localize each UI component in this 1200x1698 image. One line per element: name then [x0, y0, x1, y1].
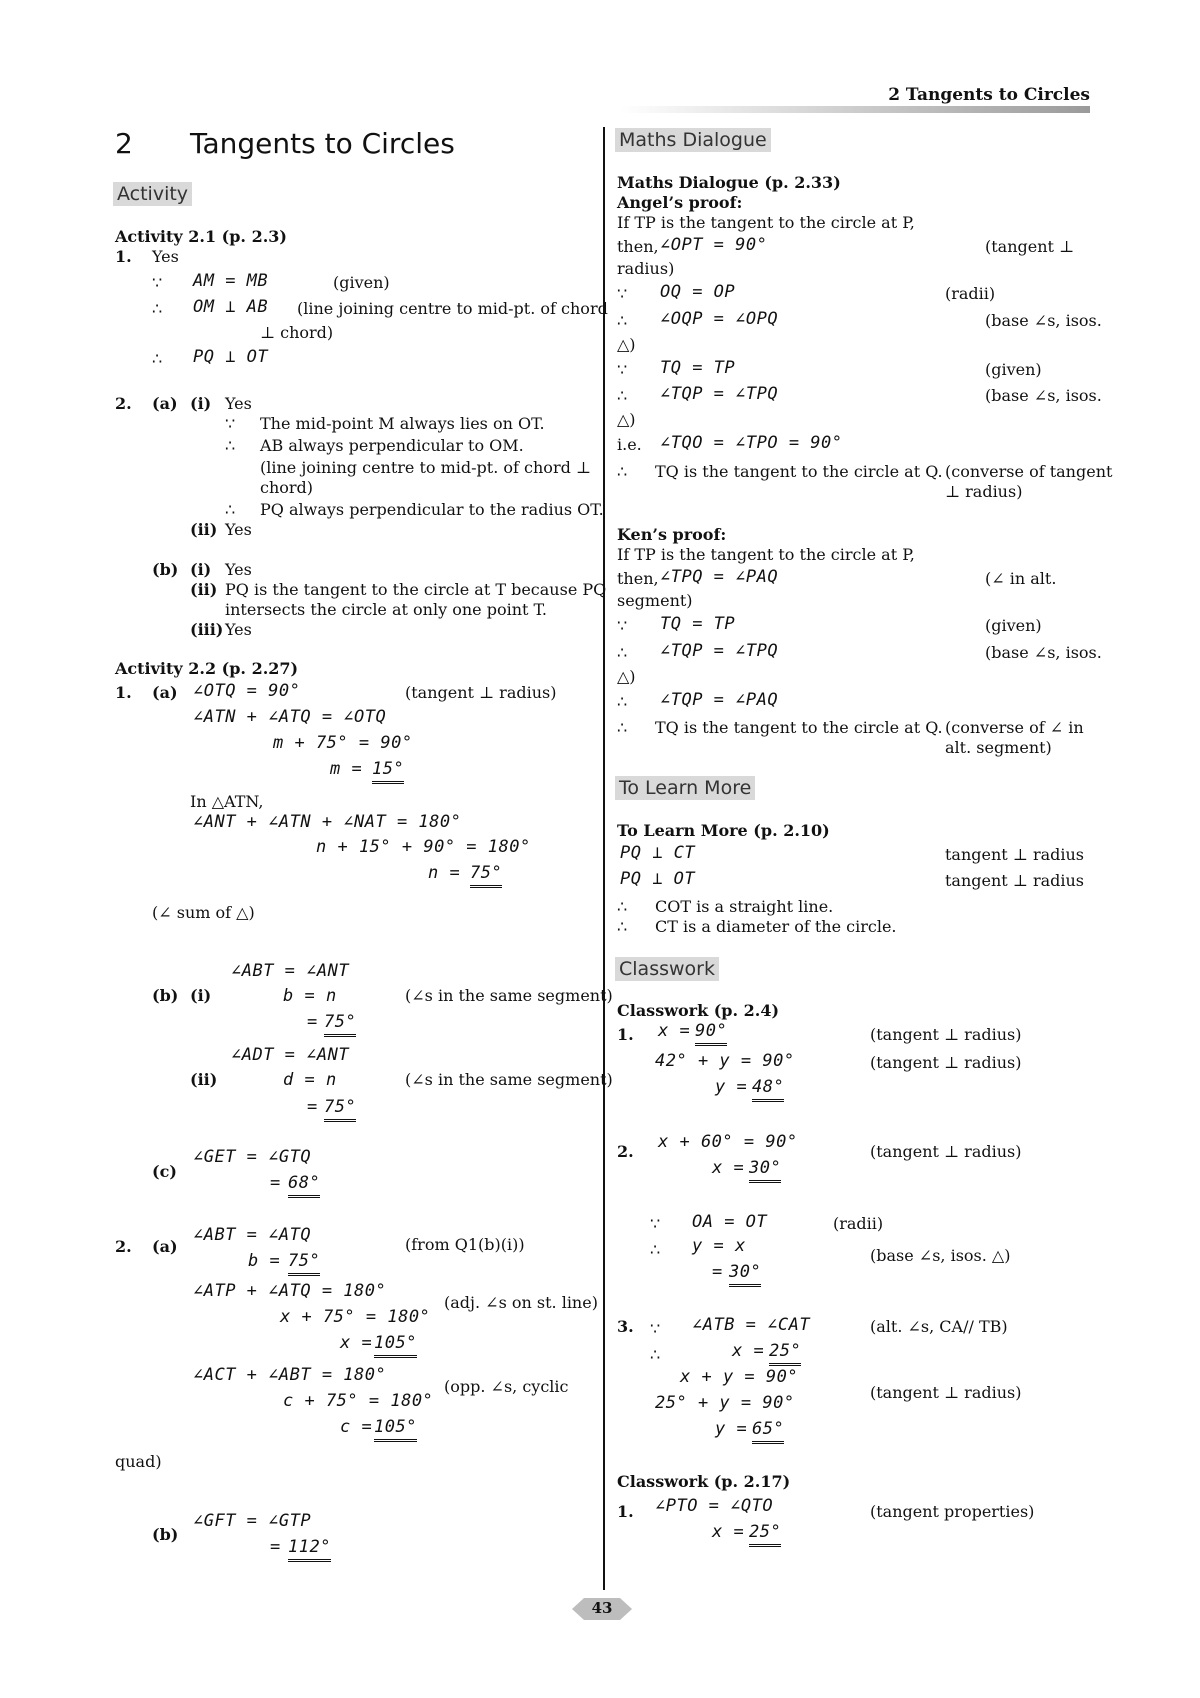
- answer: 75°: [288, 1252, 320, 1276]
- reason: (tangent ⊥: [985, 237, 1075, 256]
- answer: 48°: [752, 1078, 784, 1102]
- answer: 25°: [749, 1523, 781, 1547]
- math: ∠TPQ = ∠PAQ: [660, 567, 779, 587]
- reason: (alt. ∠s, CA// TB): [870, 1317, 1008, 1336]
- math: c =: [340, 1417, 373, 1437]
- reason: (∠s in the same segment): [405, 1070, 613, 1089]
- reason: (from Q1(b)(i)): [405, 1235, 525, 1254]
- reason: (tangent ⊥ radius): [870, 1025, 1022, 1044]
- math: d = n: [283, 1070, 337, 1090]
- answer: 75°: [324, 1013, 356, 1037]
- reason: (∠ sum of △): [152, 903, 255, 922]
- math: x =: [658, 1021, 691, 1041]
- cw-title: Classwork (p. 2.17): [617, 1472, 791, 1491]
- reason: radius): [617, 259, 675, 278]
- md-title: Maths Dialogue (p. 2.33): [617, 173, 841, 192]
- text: If TP is the tangent to the circle at P,: [617, 545, 915, 564]
- reason: ⊥ radius): [945, 482, 1023, 501]
- because: ∵: [225, 414, 236, 433]
- math: TQ = TP: [660, 614, 736, 634]
- q-num: 1.: [115, 683, 132, 702]
- math: ∠OQP = ∠OPQ: [660, 309, 779, 329]
- reason: (base ∠s, isos.: [985, 311, 1102, 330]
- text: intersects the circle at only one point T.: [225, 600, 547, 619]
- text: Yes: [152, 247, 179, 266]
- math: y = x: [692, 1236, 746, 1256]
- answer: 30°: [729, 1263, 761, 1287]
- classwork-heading: Classwork: [615, 957, 719, 981]
- reason: (converse of ∠ in: [945, 718, 1084, 737]
- q-num: 2.: [115, 394, 132, 413]
- reason: (tangent properties): [870, 1502, 1035, 1521]
- reason: (∠ in alt.: [985, 569, 1057, 588]
- text: Yes: [225, 394, 252, 413]
- math: y =: [715, 1077, 748, 1097]
- activity-heading: Activity: [113, 182, 192, 206]
- subpart: (i): [190, 560, 212, 579]
- math: x =: [340, 1333, 373, 1353]
- math: 42° + y = 90°: [655, 1051, 795, 1071]
- math: ∠ABT = ∠ATQ: [193, 1225, 312, 1245]
- answer: 15°: [372, 760, 404, 784]
- math: 25° + y = 90°: [655, 1393, 795, 1413]
- text: AB always perpendicular to OM.: [260, 436, 524, 455]
- math: =: [270, 1537, 281, 1557]
- text: Yes: [225, 520, 252, 539]
- chapter-number: 2: [115, 127, 133, 160]
- therefore: ∴: [650, 1240, 661, 1259]
- therefore: ∴: [617, 718, 628, 737]
- because: ∵: [617, 284, 628, 303]
- therefore: ∴: [617, 643, 628, 662]
- text: CT is a diameter of the circle.: [655, 917, 897, 936]
- reason: (given): [985, 616, 1042, 635]
- math: m + 75° = 90°: [273, 733, 413, 753]
- therefore: ∴: [617, 917, 628, 936]
- math: x =: [712, 1158, 745, 1178]
- math: AM = MB: [193, 271, 269, 291]
- text: TQ is the tangent to the circle at Q.: [655, 462, 943, 481]
- reason: quad): [115, 1452, 162, 1471]
- math: x + 60° = 90°: [658, 1132, 798, 1152]
- math: ∠ATP + ∠ATQ = 180°: [193, 1281, 387, 1301]
- chapter-title: Tangents to Circles: [190, 127, 455, 160]
- q-num: 2.: [115, 1237, 132, 1256]
- answer: 30°: [749, 1159, 781, 1183]
- text: then,: [617, 237, 659, 256]
- q-num: 1.: [115, 247, 132, 266]
- therefore: ∴: [617, 692, 628, 711]
- q-num: 1.: [617, 1025, 634, 1044]
- therefore: ∴: [617, 386, 628, 405]
- part: (b): [152, 986, 179, 1005]
- text: PQ always perpendicular to the radius OT.: [260, 500, 604, 519]
- answer: 90°: [695, 1022, 727, 1046]
- text: Yes: [225, 620, 252, 639]
- reason: (radii): [833, 1214, 884, 1233]
- math: =: [712, 1262, 723, 1282]
- md-subtitle: Angel’s proof:: [617, 193, 743, 212]
- part: (b): [152, 1525, 179, 1544]
- math: =: [307, 1012, 318, 1032]
- math: ∠TQP = ∠PAQ: [660, 690, 779, 710]
- reason: (given): [985, 360, 1042, 379]
- part: (a): [152, 683, 178, 702]
- reason: (given): [333, 273, 390, 292]
- math: ∠ACT + ∠ABT = 180°: [193, 1365, 387, 1385]
- math: b = n: [283, 986, 337, 1006]
- text: chord): [260, 478, 314, 497]
- reason: alt. segment): [945, 738, 1052, 757]
- running-header: 2 Tangents to Circles: [888, 85, 1090, 105]
- answer: 65°: [752, 1420, 784, 1444]
- because: ∵: [617, 360, 628, 379]
- reason: (adj. ∠s on st. line): [444, 1293, 598, 1312]
- math: c + 75° = 180°: [283, 1391, 434, 1411]
- math: ∠GFT = ∠GTP: [193, 1511, 312, 1531]
- reason: (base ∠s, isos.: [985, 386, 1102, 405]
- math: OQ = OP: [660, 282, 736, 302]
- q-num: 2.: [617, 1142, 634, 1161]
- math: ∠TQP = ∠TPQ: [660, 641, 779, 661]
- math: ∠ADT = ∠ANT: [231, 1045, 350, 1065]
- part: (b): [152, 560, 179, 579]
- reason: tangent ⊥ radius: [945, 845, 1084, 864]
- text: PQ is the tangent to the circle at T because PQ: [225, 580, 607, 599]
- reason: (base ∠s, isos. △): [870, 1246, 1011, 1265]
- tlm-title: To Learn More (p. 2.10): [617, 821, 830, 840]
- activity-2-2-title: Activity 2.2 (p. 2.27): [115, 659, 299, 678]
- therefore: ∴: [152, 299, 163, 318]
- math: ∠OTQ = 90°: [193, 681, 301, 701]
- math: PQ ⊥ OT: [193, 347, 269, 367]
- math: OA = OT: [692, 1212, 768, 1232]
- math: b =: [248, 1251, 281, 1271]
- math: x + 75° = 180°: [280, 1307, 431, 1327]
- math: ∠TQO = ∠TPO = 90°: [660, 433, 843, 453]
- math: =: [270, 1173, 281, 1193]
- math: OM ⊥ AB: [193, 297, 269, 317]
- math: =: [307, 1097, 318, 1117]
- part: (a): [152, 394, 178, 413]
- md-subtitle: Ken’s proof:: [617, 525, 727, 544]
- subpart: (ii): [190, 580, 218, 599]
- math: n =: [428, 863, 461, 883]
- activity-2-1-title: Activity 2.1 (p. 2.3): [115, 227, 287, 246]
- answer: 68°: [288, 1174, 320, 1198]
- column-divider: [603, 127, 605, 1590]
- page-number: 43: [591, 1599, 613, 1617]
- text: The mid-point M always lies on OT.: [260, 414, 545, 433]
- therefore: ∴: [225, 436, 236, 455]
- therefore: ∴: [617, 311, 628, 330]
- math: ∠TQP = ∠TPQ: [660, 384, 779, 404]
- header-rule: [620, 106, 1090, 113]
- reason: (base ∠s, isos.: [985, 643, 1102, 662]
- therefore: ∴: [152, 349, 163, 368]
- text: TQ is the tangent to the circle at Q.: [655, 718, 943, 737]
- reason: △): [617, 410, 636, 429]
- answer: 75°: [324, 1098, 356, 1122]
- math: PQ ⊥ CT: [620, 843, 696, 863]
- maths-dialogue-heading: Maths Dialogue: [615, 128, 771, 152]
- subpart: (i): [190, 986, 212, 1005]
- cw-title: Classwork (p. 2.4): [617, 1001, 780, 1020]
- math: ∠ABT = ∠ANT: [231, 961, 350, 981]
- subpart: (i): [190, 394, 212, 413]
- math: ∠OPT = 90°: [660, 235, 768, 255]
- math: PQ ⊥ OT: [620, 869, 696, 889]
- subpart: (iii): [190, 620, 224, 639]
- answer: 105°: [374, 1418, 417, 1442]
- math: ∠PTO = ∠QTO: [655, 1496, 774, 1516]
- reason: △): [617, 667, 636, 686]
- subpart: (ii): [190, 520, 218, 539]
- reason: △): [617, 335, 636, 354]
- because: ∵: [650, 1319, 661, 1338]
- math: y =: [715, 1419, 748, 1439]
- subpart: (ii): [190, 1070, 218, 1089]
- text: In △ATN,: [190, 792, 264, 811]
- reason: (converse of tangent: [945, 462, 1113, 481]
- reason: (opp. ∠s, cyclic: [444, 1377, 569, 1396]
- reason: (tangent ⊥ radius): [405, 683, 557, 702]
- reason: (tangent ⊥ radius): [870, 1383, 1022, 1402]
- therefore: ∴: [617, 462, 628, 481]
- text: then,: [617, 569, 659, 588]
- math: m =: [330, 759, 363, 779]
- reason: ⊥ chord): [260, 323, 334, 342]
- reason: (tangent ⊥ radius): [870, 1053, 1022, 1072]
- text: i.e.: [617, 435, 642, 454]
- part: (c): [152, 1162, 177, 1181]
- to-learn-more-heading: To Learn More: [615, 776, 755, 800]
- because: ∵: [650, 1214, 661, 1233]
- text: Yes: [225, 560, 252, 579]
- q-num: 1.: [617, 1502, 634, 1521]
- math: ∠ATB = ∠CAT: [692, 1315, 811, 1335]
- math: ∠ANT + ∠ATN + ∠NAT = 180°: [193, 812, 462, 832]
- therefore: ∴: [650, 1345, 661, 1364]
- math: x =: [732, 1341, 765, 1361]
- because: ∵: [617, 616, 628, 635]
- reason: segment): [617, 591, 693, 610]
- because: ∵: [152, 273, 163, 292]
- therefore: ∴: [617, 897, 628, 916]
- answer: 105°: [374, 1334, 417, 1358]
- text: (line joining centre to mid-pt. of chord ⊥: [260, 458, 591, 477]
- text: COT is a straight line.: [655, 897, 834, 916]
- math: ∠GET = ∠GTQ: [193, 1147, 312, 1167]
- math: n + 15° + 90° = 180°: [316, 837, 531, 857]
- answer: 75°: [470, 864, 502, 888]
- reason: (tangent ⊥ radius): [870, 1142, 1022, 1161]
- reason: (radii): [945, 284, 996, 303]
- part: (a): [152, 1237, 178, 1256]
- math: TQ = TP: [660, 358, 736, 378]
- answer: 25°: [769, 1342, 801, 1366]
- math: x =: [712, 1522, 745, 1542]
- reason: tangent ⊥ radius: [945, 871, 1084, 890]
- text: If TP is the tangent to the circle at P,: [617, 213, 915, 232]
- math: ∠ATN + ∠ATQ = ∠OTQ: [193, 707, 387, 727]
- answer: 112°: [288, 1538, 331, 1562]
- math: x + y = 90°: [680, 1367, 799, 1387]
- therefore: ∴: [225, 500, 236, 519]
- reason: (∠s in the same segment): [405, 986, 613, 1005]
- reason: (line joining centre to mid-pt. of chord: [297, 299, 608, 318]
- q-num: 3.: [617, 1317, 634, 1336]
